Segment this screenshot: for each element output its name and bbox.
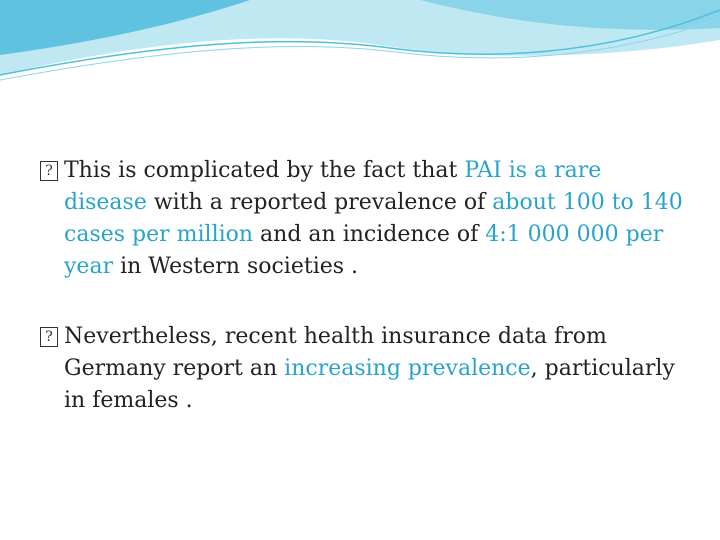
bullet-highlight: about 100 to 140 cases per million [64,190,683,247]
bullet-marker-0: ? [40,161,58,181]
slide-body [40,155,690,455]
bullet-highlight: increasing prevalence [284,356,531,381]
bullet-text-0 [64,158,683,279]
bullet-segment: and an incidence of [253,222,486,247]
bullet-segment: This is complicated by the fact that [64,158,465,183]
bullet-item-1 [40,321,690,417]
bullet-segment: in Western societies . [113,254,359,279]
bullet-highlight: PAI is a rare disease [64,158,602,215]
bullet-segment: , particularly in females . [64,356,675,413]
bullet-segment: with a reported prevalence of [146,190,493,215]
bullet-text-1 [64,324,675,413]
header-wave-decoration [0,0,720,110]
bullet-highlight: 4:1 000 000 per year [64,222,664,279]
bullet-segment: Nevertheless, recent health insurance data from Germany report an [64,324,607,381]
bullet-item-0 [40,155,690,283]
bullet-marker-1: ? [40,327,58,347]
